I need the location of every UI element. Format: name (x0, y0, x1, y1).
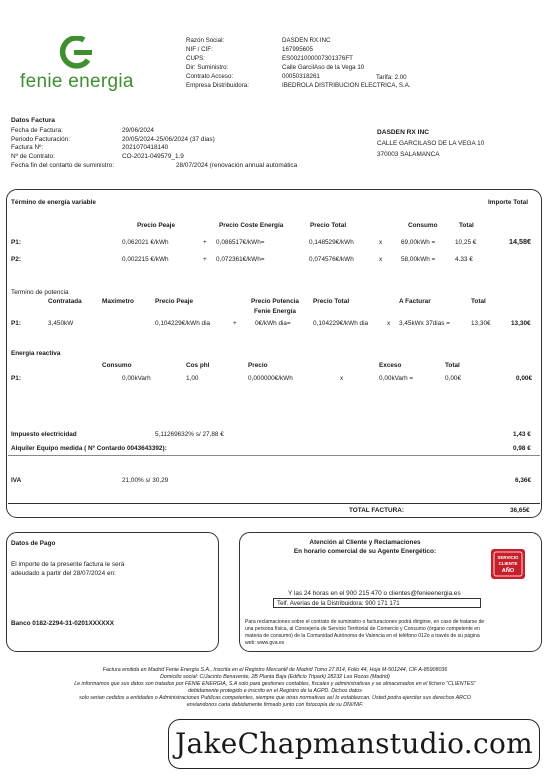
times-sign: x (387, 320, 391, 327)
col-precio-peaje: Precio Peaje (137, 222, 176, 229)
header-value: ES0021000007301376FT (282, 54, 353, 62)
claims-text (245, 619, 484, 647)
precio-coste: 0,072361€/kWh= (216, 256, 265, 263)
reactive-title: Energia reactiva (11, 350, 61, 357)
a-facturar: 3,45kWx 37dias = (399, 320, 450, 327)
header-value: IBEDROLA DISTRIBUCION ELECTRICA, S.A. (282, 81, 411, 89)
invoice-label: Factura Nº: (11, 144, 44, 152)
attention-subtitle: En horario comercial de su Agente Energético: (293, 548, 437, 555)
claims-line: una persona física, al Consejería de Servicio Territorial de Comercio y Consumo (órgano competente en (245, 625, 480, 632)
row-total: 4.33 € (455, 256, 473, 263)
footer-line: solo serian cedidos a entidades o Administraciones Publicas competentes, siempre que otras normativas así lo establezcan. Usted podra ejercitar sus derechos ARCO (79, 694, 471, 701)
attention-title: Atención al Cliente y Reclamaciones (309, 539, 421, 546)
invoice-label: Fecha de Factura: (11, 127, 63, 134)
col-precio-peaje: Precio Peaje (155, 298, 194, 305)
cos-phl: 1,00 (186, 375, 199, 382)
precio-potencia: 0€/kWh dia= (255, 320, 291, 327)
header-labels (186, 37, 249, 90)
times-sign: x (379, 256, 383, 263)
contratada: 3,450kW (48, 320, 74, 327)
precio-peaje: 0,104229€/kWh dia (155, 320, 211, 327)
header-values (282, 37, 411, 90)
col-precio: Precio (248, 362, 268, 369)
address-line1: CALLE GARCILASO DE LA VEGA 10 (377, 140, 485, 147)
header-label: Contrato Acceso: (186, 72, 234, 80)
alquiler-importe: 0,98 € (513, 445, 531, 452)
period-label: P1: (11, 375, 21, 382)
invoice-value: 20/05/2024-25/06/2024 (37 dias) (122, 135, 215, 143)
impuesto-label: Impuesto electricidad (11, 431, 77, 438)
divider (8, 455, 540, 456)
iva-label: IVA (11, 477, 22, 484)
reactive-importe: 0,00€ (516, 375, 532, 382)
precio-coste: 0,086517€/kWh= (216, 239, 265, 246)
plus-sign: + (203, 239, 207, 246)
iva-importe: 6,36€ (515, 477, 531, 484)
col-exceso: Exceso (379, 362, 402, 369)
header-label: Empresa Distribuidora: (186, 81, 249, 89)
invoice-labels (11, 127, 114, 171)
invoice-value: 2021070418140 (122, 144, 169, 152)
stamp-text: AÑO (501, 568, 515, 574)
precio-total: 0,104229€/kWh dia (313, 320, 369, 327)
invoice-label: Fecha fin del contarto de suministro: (11, 161, 115, 169)
alquiler-label: Alquiler Equipo medida ( Nº Contardo 0043643392): (11, 445, 167, 452)
plus-sign: + (233, 320, 237, 327)
exceso: 0,00kVarh = (379, 375, 414, 382)
col-contratada: Contratada (48, 298, 82, 305)
col-precio-potencia: Precio Potencia (251, 298, 299, 305)
col-precio-total: Precio Total (310, 222, 347, 229)
service-stamp-icon (490, 545, 526, 581)
col-precio-coste: Precio Coste Energía (219, 222, 284, 229)
header-value: 00050318261 (282, 72, 320, 80)
tarifa: Tarifa: 2.00 (376, 73, 407, 81)
footer-line: Factura emitida en Madrid Fenie Energía S.A., Inscrita en el Registro Mercantil de Madrid Tomo 27.814, Folio 44, Hoja M-501244, CIF A-85908036 (102, 667, 448, 673)
energy-importe: 14,58€ (509, 237, 531, 246)
col-fenie-energia: Fenie Energía (254, 308, 296, 315)
col-consumo: Consumo (102, 362, 132, 369)
stamp-text: SERVICIO (497, 555, 519, 560)
plus-sign: + (203, 256, 207, 263)
footer-line: Domicilio social: C/Jacinto Benavente, 2B Planta Baja (Edificio Tripark) 28232 Las Rozas (Madrid) (160, 673, 390, 680)
precio-peaje: 0,002215 €/kWh (122, 256, 169, 263)
legal-footer (40, 667, 510, 708)
col-total: Total (471, 298, 486, 305)
header-value: DASDEN RX INC (282, 37, 331, 44)
claims-line: Para reclamaciones sobre el contrato de suministro o facturaciones podrá dirigirse, en caso de tratarse de (245, 619, 485, 625)
col-a-facturar: A Facturar (399, 298, 431, 305)
fenie-logo-icon (58, 36, 98, 70)
header-value: 167995605 (282, 45, 313, 53)
row-total: 0,00€ (445, 375, 461, 382)
header-label: Dir: Suministro: (186, 63, 229, 71)
invoice-label: Periodo Facturación: (11, 135, 70, 143)
claims-line: materia de consumo) de la Comunidad Autónoma de Valencia en el teléfono 012o a través de su página (245, 632, 480, 639)
col-total: Total (459, 222, 474, 229)
payment-text: adeudado a partir del 28/07/2024 en: (11, 570, 116, 577)
precio: 0,000000€/kWh (248, 375, 293, 382)
row-total: 13,30€ (471, 320, 491, 327)
footer-line: enviandonos carta debidamente firmado junto con fotocopia de su DNI/NIF. (186, 701, 364, 708)
period-label: P1: (11, 320, 21, 327)
col-cos-phl: Cos phl (186, 362, 210, 369)
invoice-values (122, 127, 215, 162)
iva-base: 21,00% s/ 30,29 (122, 477, 169, 484)
bank-account: Banco 0182-2294-31-0201XXXXXX (11, 620, 115, 627)
col-consumo: Consumo (408, 222, 438, 229)
row-total: 10,25 € (455, 239, 477, 246)
precio-total: 0,074576€/kWh (309, 256, 354, 263)
times-sign: x (340, 375, 344, 382)
header-value: Calle GarcilAso de la Vega 10 (282, 63, 365, 71)
col-maximetro: Maximetro (102, 298, 134, 305)
consumo: 58,00kWh = (401, 256, 436, 263)
power-importe: 13,30€ (511, 320, 531, 327)
period-label: P2: (11, 256, 21, 263)
invoice-title: Datos Factura (11, 117, 55, 124)
header-label: CUPS: (186, 54, 205, 62)
invoice-value: 28/07/2024 (renovación annual automática (176, 161, 298, 169)
col-precio-total: Precio Total (313, 298, 350, 305)
power-title: Termino de potencia (11, 289, 69, 296)
footer-line: debidamente protegido e inscrito en el Registro de la AGPD. Dichos datos (188, 687, 362, 694)
stamp-text: CLIENTE (498, 561, 518, 566)
header-label: NIF / CIF: (186, 45, 213, 53)
times-sign: x (379, 239, 383, 246)
payment-box (6, 532, 219, 652)
consumo: 69,00kWh = (401, 239, 436, 246)
impuesto-importe: 1,43 € (513, 431, 531, 438)
payment-title: Datos de Pago (11, 540, 56, 547)
total-value: 36,65€ (510, 507, 530, 514)
brand-logo-text: fenie energia (20, 71, 134, 92)
watermark: JakeChapmanstudio.com (168, 719, 540, 769)
precio-peaje: 0,062021 €/kWh (122, 239, 169, 246)
precio-total: 0,148529€/kWh (309, 239, 354, 246)
energy-title: Término de energía variable (11, 199, 96, 206)
importe-total-header: Importe Total (488, 199, 529, 206)
invoice-value: CO-2021-049579_1.9 (122, 153, 184, 161)
header-label: Razón Social: (186, 37, 225, 44)
invoice-value: 29/06/2024 (122, 127, 154, 134)
address-line2: 370003 SALAMANCA (377, 151, 440, 158)
impuesto-base: 5,11269632% s/ 27,88 € (155, 431, 224, 438)
invoice-label: Nº de Contrato: (11, 153, 55, 161)
address-name: DASDEN RX INC (377, 129, 430, 136)
contact-line: Y las 24 horas en el 900 215 470 o clientes@fenieenergia.es (288, 590, 461, 597)
averias-phone: Telf. Averias de la Distribuidora: 900 171 171 (273, 598, 481, 608)
col-total: Total (445, 362, 460, 369)
divider (8, 503, 540, 504)
total-label: TOTAL FACTURA: (349, 507, 405, 514)
period-label: P1: (11, 239, 21, 246)
consumo: 0,00kVarh (122, 375, 151, 382)
claims-line: web: www.gva.es (245, 639, 285, 646)
payment-text: El importe de la presente factura le será (11, 561, 125, 568)
footer-line: Le informamos que sus datos son tratados por FENIE ENERGIA, S.A solo para gestiones contables, fiscales y administrativas y se almacenados en el fichero "CLIENTES" (74, 680, 476, 687)
